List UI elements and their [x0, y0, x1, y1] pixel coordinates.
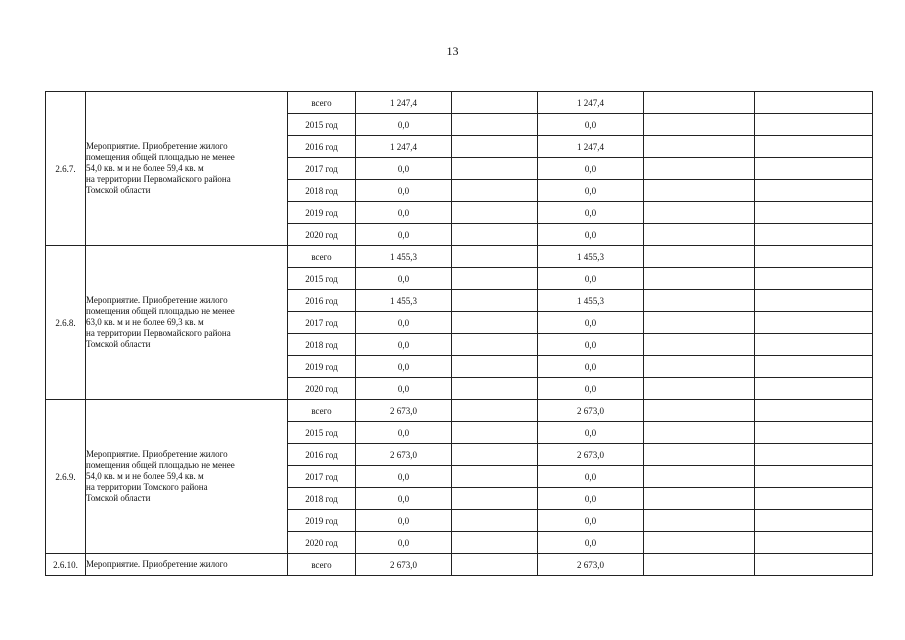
- value-regional: 2 673,0: [538, 444, 644, 466]
- year-label: 2018 год: [288, 334, 356, 356]
- value-regional: 0,0: [538, 224, 644, 246]
- value-total: 0,0: [356, 202, 452, 224]
- value-regional: 0,0: [538, 466, 644, 488]
- description-line: 63,0 кв. м и не более 69,3 кв. м: [86, 317, 204, 327]
- blank-cell: [755, 114, 873, 136]
- value-regional: 0,0: [538, 356, 644, 378]
- blank-cell: [452, 488, 538, 510]
- blank-cell: [755, 312, 873, 334]
- blank-cell: [755, 180, 873, 202]
- blank-cell: [644, 356, 755, 378]
- description-line: Мероприятие. Приобретение жилого: [86, 295, 228, 305]
- year-label: 2020 год: [288, 224, 356, 246]
- blank-cell: [644, 466, 755, 488]
- table-body: [46, 92, 873, 576]
- description-line: Мероприятие. Приобретение жилого: [86, 559, 228, 569]
- blank-cell: [452, 312, 538, 334]
- year-label: 2019 год: [288, 356, 356, 378]
- blank-cell: [452, 158, 538, 180]
- description-line: 54,0 кв. м и не более 59,4 кв. м: [86, 471, 204, 481]
- blank-cell: [644, 158, 755, 180]
- blank-cell: [452, 224, 538, 246]
- value-total: 0,0: [356, 356, 452, 378]
- value-total: 0,0: [356, 268, 452, 290]
- value-regional: 0,0: [538, 312, 644, 334]
- value-total: 0,0: [356, 378, 452, 400]
- blank-cell: [452, 114, 538, 136]
- value-regional: 0,0: [538, 422, 644, 444]
- blank-cell: [755, 510, 873, 532]
- blank-cell: [452, 554, 538, 576]
- blank-cell: [452, 400, 538, 422]
- year-label: 2017 год: [288, 312, 356, 334]
- year-label: 2016 год: [288, 290, 356, 312]
- item-number: 2.6.9.: [46, 400, 86, 554]
- year-label: 2019 год: [288, 202, 356, 224]
- blank-cell: [755, 554, 873, 576]
- blank-cell: [755, 422, 873, 444]
- table-row: [46, 400, 873, 422]
- blank-cell: [755, 224, 873, 246]
- value-regional: 2 673,0: [538, 554, 644, 576]
- value-total: 1 455,3: [356, 290, 452, 312]
- value-regional: 0,0: [538, 202, 644, 224]
- blank-cell: [644, 92, 755, 114]
- description-line: помещения общей площадью не менее: [86, 460, 235, 470]
- blank-cell: [644, 554, 755, 576]
- year-label: 2018 год: [288, 180, 356, 202]
- blank-cell: [755, 488, 873, 510]
- year-label: 2020 год: [288, 532, 356, 554]
- blank-cell: [755, 466, 873, 488]
- blank-cell: [452, 422, 538, 444]
- blank-cell: [644, 224, 755, 246]
- blank-cell: [755, 400, 873, 422]
- description-line: на территории Первомайского района: [86, 328, 231, 338]
- value-total: 0,0: [356, 422, 452, 444]
- blank-cell: [644, 246, 755, 268]
- description-line: 54,0 кв. м и не более 59,4 кв. м: [86, 163, 204, 173]
- value-regional: 0,0: [538, 510, 644, 532]
- year-label: 2017 год: [288, 466, 356, 488]
- blank-cell: [644, 378, 755, 400]
- item-number: 2.6.10.: [46, 554, 86, 576]
- blank-cell: [644, 114, 755, 136]
- year-label: всего: [288, 92, 356, 114]
- blank-cell: [644, 180, 755, 202]
- blank-cell: [755, 246, 873, 268]
- year-label: 2017 год: [288, 158, 356, 180]
- year-label: 2015 год: [288, 114, 356, 136]
- value-regional: 0,0: [538, 180, 644, 202]
- value-regional: 1 247,4: [538, 92, 644, 114]
- year-label: всего: [288, 554, 356, 576]
- blank-cell: [644, 202, 755, 224]
- year-label: всего: [288, 400, 356, 422]
- value-regional: 1 455,3: [538, 246, 644, 268]
- blank-cell: [755, 444, 873, 466]
- year-label: 2018 год: [288, 488, 356, 510]
- blank-cell: [452, 356, 538, 378]
- description-line: Томской области: [86, 493, 151, 503]
- value-total: 0,0: [356, 180, 452, 202]
- blank-cell: [452, 334, 538, 356]
- value-regional: 0,0: [538, 114, 644, 136]
- blank-cell: [644, 136, 755, 158]
- value-regional: 0,0: [538, 532, 644, 554]
- item-description: [86, 400, 288, 554]
- blank-cell: [644, 532, 755, 554]
- description-line: Томской области: [86, 339, 151, 349]
- description-line: Томской области: [86, 185, 151, 195]
- value-regional: 1 455,3: [538, 290, 644, 312]
- value-total: 0,0: [356, 510, 452, 532]
- year-label: всего: [288, 246, 356, 268]
- blank-cell: [452, 92, 538, 114]
- item-description: [86, 246, 288, 400]
- blank-cell: [644, 290, 755, 312]
- blank-cell: [452, 180, 538, 202]
- blank-cell: [452, 378, 538, 400]
- value-regional: 0,0: [538, 488, 644, 510]
- blank-cell: [644, 334, 755, 356]
- page-number: 13: [446, 44, 459, 58]
- value-total: 0,0: [356, 334, 452, 356]
- year-label: 2015 год: [288, 268, 356, 290]
- description-line: помещения общей площадью не менее: [86, 306, 235, 316]
- blank-cell: [644, 488, 755, 510]
- blank-cell: [755, 92, 873, 114]
- description-line: Мероприятие. Приобретение жилого: [86, 141, 228, 151]
- item-number: 2.6.8.: [46, 246, 86, 400]
- value-total: 1 455,3: [356, 246, 452, 268]
- blank-cell: [755, 136, 873, 158]
- value-regional: 0,0: [538, 158, 644, 180]
- value-total: 0,0: [356, 488, 452, 510]
- item-description: [86, 554, 288, 576]
- blank-cell: [644, 422, 755, 444]
- blank-cell: [452, 136, 538, 158]
- blank-cell: [644, 312, 755, 334]
- blank-cell: [755, 378, 873, 400]
- blank-cell: [452, 290, 538, 312]
- item-description: [86, 92, 288, 246]
- value-total: 0,0: [356, 114, 452, 136]
- value-regional: 2 673,0: [538, 400, 644, 422]
- table-row: [46, 246, 873, 268]
- blank-cell: [452, 532, 538, 554]
- value-regional: 0,0: [538, 268, 644, 290]
- blank-cell: [452, 444, 538, 466]
- value-total: 0,0: [356, 532, 452, 554]
- value-total: 0,0: [356, 158, 452, 180]
- value-total: 1 247,4: [356, 92, 452, 114]
- blank-cell: [644, 510, 755, 532]
- value-total: 1 247,4: [356, 136, 452, 158]
- value-total: 0,0: [356, 224, 452, 246]
- table-row: [46, 92, 873, 114]
- description-line: на территории Томского района: [86, 482, 208, 492]
- year-label: 2019 год: [288, 510, 356, 532]
- blank-cell: [452, 246, 538, 268]
- item-number: 2.6.7.: [46, 92, 86, 246]
- blank-cell: [644, 400, 755, 422]
- blank-cell: [644, 268, 755, 290]
- value-regional: 0,0: [538, 334, 644, 356]
- blank-cell: [644, 444, 755, 466]
- blank-cell: [755, 158, 873, 180]
- year-label: 2020 год: [288, 378, 356, 400]
- blank-cell: [755, 356, 873, 378]
- blank-cell: [755, 532, 873, 554]
- year-label: 2016 год: [288, 444, 356, 466]
- table-row: [46, 554, 873, 576]
- blank-cell: [452, 466, 538, 488]
- value-regional: 1 247,4: [538, 136, 644, 158]
- blank-cell: [755, 334, 873, 356]
- blank-cell: [452, 510, 538, 532]
- value-total: 2 673,0: [356, 444, 452, 466]
- blank-cell: [755, 202, 873, 224]
- budget-table: [45, 91, 873, 576]
- value-total: 2 673,0: [356, 554, 452, 576]
- blank-cell: [452, 202, 538, 224]
- year-label: 2015 год: [288, 422, 356, 444]
- value-total: 0,0: [356, 466, 452, 488]
- value-total: 2 673,0: [356, 400, 452, 422]
- description-line: Мероприятие. Приобретение жилого: [86, 449, 228, 459]
- blank-cell: [755, 290, 873, 312]
- value-regional: 0,0: [538, 378, 644, 400]
- blank-cell: [755, 268, 873, 290]
- value-total: 0,0: [356, 312, 452, 334]
- description-line: на территории Первомайского района: [86, 174, 231, 184]
- blank-cell: [452, 268, 538, 290]
- year-label: 2016 год: [288, 136, 356, 158]
- description-line: помещения общей площадью не менее: [86, 152, 235, 162]
